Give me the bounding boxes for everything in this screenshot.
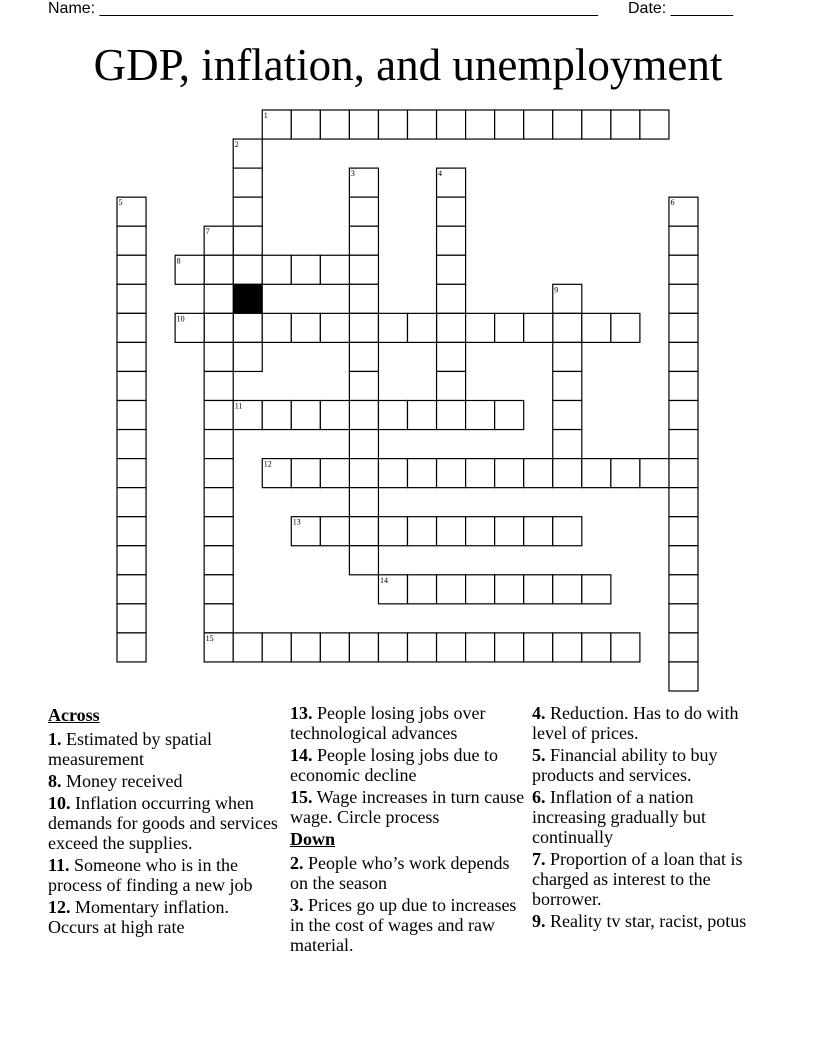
- clue-6: [532, 787, 768, 847]
- clue-number: 13.: [290, 703, 313, 723]
- clue-number: 8.: [48, 771, 62, 791]
- down-clue-list: [290, 853, 526, 955]
- grid-cell[interactable]: [262, 255, 291, 284]
- grid-cell[interactable]: [233, 342, 262, 371]
- grid-cell[interactable]: [349, 197, 378, 226]
- clue-number: 12.: [48, 897, 71, 917]
- grid-cell[interactable]: [378, 459, 407, 488]
- grid-cell[interactable]: [466, 110, 495, 139]
- grid-cell[interactable]: [349, 633, 378, 662]
- clue-number: 3.: [290, 895, 304, 915]
- clue-8: [48, 771, 284, 791]
- grid-cell[interactable]: [495, 110, 524, 139]
- grid-cell[interactable]: [553, 110, 582, 139]
- grid-cell[interactable]: [669, 546, 698, 575]
- grid-cell[interactable]: [291, 459, 320, 488]
- grid-cell[interactable]: [117, 546, 146, 575]
- grid-cell[interactable]: [669, 604, 698, 633]
- grid-cell[interactable]: [117, 226, 146, 255]
- grid-cell[interactable]: [320, 255, 349, 284]
- grid-cell[interactable]: [669, 401, 698, 430]
- grid-cell[interactable]: [117, 255, 146, 284]
- grid-cell[interactable]: [233, 255, 262, 284]
- grid-cell[interactable]: [640, 459, 669, 488]
- grid-cell[interactable]: [437, 401, 466, 430]
- grid-cell[interactable]: [495, 575, 524, 604]
- clue-4: [532, 703, 768, 743]
- date-field-label: Date: _______: [628, 0, 733, 17]
- grid-cell[interactable]: [291, 255, 320, 284]
- grid-cell[interactable]: [582, 313, 611, 342]
- grid-cell[interactable]: [524, 110, 553, 139]
- grid-cell[interactable]: [408, 401, 437, 430]
- grid-cell[interactable]: [669, 226, 698, 255]
- grid-cell[interactable]: [117, 430, 146, 459]
- grid-cell[interactable]: [437, 633, 466, 662]
- grid-cell[interactable]: [204, 575, 233, 604]
- grid-cell[interactable]: [437, 342, 466, 371]
- clue-9: [532, 911, 768, 931]
- clue-text: Money received: [61, 771, 183, 791]
- cell-number: 14: [379, 575, 388, 585]
- clue-14: [290, 745, 526, 785]
- grid-cell[interactable]: [117, 401, 146, 430]
- grid-cell[interactable]: [378, 313, 407, 342]
- grid-cell[interactable]: [437, 371, 466, 400]
- grid-cell[interactable]: [204, 371, 233, 400]
- grid-cell[interactable]: [117, 604, 146, 633]
- grid-cell[interactable]: [233, 313, 262, 342]
- clue-text: Momentary inflation. Occurs at high rate: [48, 897, 229, 937]
- grid-cell[interactable]: [349, 313, 378, 342]
- grid-cell-black: [233, 284, 262, 313]
- grid-cell[interactable]: [437, 313, 466, 342]
- name-field-label: Name: ________________________________________________________: [48, 0, 598, 17]
- grid-cell[interactable]: [117, 633, 146, 662]
- grid-cell[interactable]: [262, 313, 291, 342]
- grid-cell[interactable]: [117, 284, 146, 313]
- grid-cell[interactable]: [611, 633, 640, 662]
- grid-cell[interactable]: [495, 517, 524, 546]
- grid-cell[interactable]: [553, 633, 582, 662]
- across-clue-list: [48, 729, 284, 937]
- grid-cell[interactable]: [437, 284, 466, 313]
- grid-cell[interactable]: [553, 459, 582, 488]
- grid-cell[interactable]: [669, 459, 698, 488]
- cell-number: 6: [670, 198, 675, 208]
- grid-cell[interactable]: [233, 633, 262, 662]
- grid-cell[interactable]: [495, 633, 524, 662]
- clue-text: People who’s work depends on the season: [290, 853, 510, 893]
- grid-cell[interactable]: [582, 459, 611, 488]
- grid-cell[interactable]: [291, 313, 320, 342]
- grid-cell[interactable]: [669, 342, 698, 371]
- clue-text: Reduction. Has to do with level of prices.: [532, 703, 739, 743]
- grid-cell[interactable]: [204, 604, 233, 633]
- clue-text: Prices go up due to increases in the cost of wages and raw material.: [290, 895, 517, 955]
- grid-cell[interactable]: [204, 401, 233, 430]
- grid-cell[interactable]: [378, 110, 407, 139]
- grid-cell[interactable]: [669, 575, 698, 604]
- across-clue-list-continued: [290, 703, 526, 827]
- clue-number: 5.: [532, 745, 546, 765]
- grid-cell[interactable]: [349, 110, 378, 139]
- grid-cell[interactable]: [582, 575, 611, 604]
- grid-cell[interactable]: [669, 430, 698, 459]
- grid-cell[interactable]: [204, 517, 233, 546]
- grid-cell[interactable]: [117, 313, 146, 342]
- grid-cell[interactable]: [117, 575, 146, 604]
- grid-cell[interactable]: [553, 342, 582, 371]
- clue-number: 2.: [290, 853, 304, 873]
- cell-number: 5: [118, 198, 123, 208]
- grid-cell[interactable]: [204, 284, 233, 313]
- grid-cell[interactable]: [669, 662, 698, 691]
- grid-cell[interactable]: [349, 546, 378, 575]
- grid-cell[interactable]: [204, 255, 233, 284]
- clue-number: 10.: [48, 793, 71, 813]
- grid-cell[interactable]: [204, 459, 233, 488]
- grid-cell[interactable]: [408, 313, 437, 342]
- cell-number: 2: [234, 140, 239, 150]
- grid-cell[interactable]: [669, 517, 698, 546]
- clue-3: [290, 895, 526, 955]
- clue-number: 14.: [290, 745, 313, 765]
- clue-text: Financial ability to buy products and services.: [532, 745, 718, 785]
- grid-cell[interactable]: [437, 110, 466, 139]
- clue-number: 9.: [532, 911, 546, 931]
- grid-cell[interactable]: [117, 371, 146, 400]
- grid-cell[interactable]: [204, 430, 233, 459]
- grid-cell[interactable]: [291, 110, 320, 139]
- clue-11: [48, 855, 284, 895]
- clue-text: Proportion of a loan that is charged as interest to the borrower.: [532, 849, 743, 909]
- grid-cell[interactable]: [553, 430, 582, 459]
- clue-number: 11.: [48, 855, 70, 875]
- grid-cell[interactable]: [291, 401, 320, 430]
- grid-cell[interactable]: [466, 517, 495, 546]
- grid-cell[interactable]: [320, 633, 349, 662]
- grid-cell[interactable]: [349, 459, 378, 488]
- clue-12: [48, 897, 284, 937]
- grid-cell[interactable]: [233, 197, 262, 226]
- clue-number: 6.: [532, 787, 546, 807]
- grid-cell[interactable]: [408, 517, 437, 546]
- grid-cell[interactable]: [466, 633, 495, 662]
- grid-cell[interactable]: [349, 430, 378, 459]
- grid-cell[interactable]: [669, 255, 698, 284]
- clue-text: Estimated by spatial measurement: [48, 729, 212, 769]
- across-heading: Across: [48, 705, 100, 725]
- clue-1: [48, 729, 284, 769]
- clue-15: [290, 787, 526, 827]
- cell-number: 10: [176, 314, 185, 324]
- grid-cell[interactable]: [204, 546, 233, 575]
- cell-number: 12: [263, 459, 272, 469]
- clue-number: 7.: [532, 849, 546, 869]
- clues-column-2: [290, 703, 526, 957]
- grid-cell[interactable]: [378, 401, 407, 430]
- clues-column-3: [532, 703, 768, 933]
- clue-13: [290, 703, 526, 743]
- grid-cell[interactable]: [466, 459, 495, 488]
- grid-cell[interactable]: [408, 633, 437, 662]
- clue-text: Someone who is in the process of finding a new job: [48, 855, 253, 895]
- grid-cell[interactable]: [524, 575, 553, 604]
- clue-text: People losing jobs over technological advances: [290, 703, 486, 743]
- clue-5: [532, 745, 768, 785]
- grid-cell[interactable]: [640, 110, 669, 139]
- grid-cell[interactable]: [408, 575, 437, 604]
- grid-cell[interactable]: [349, 371, 378, 400]
- grid-cell[interactable]: [349, 342, 378, 371]
- grid-cell[interactable]: [349, 255, 378, 284]
- grid-cell[interactable]: [320, 110, 349, 139]
- grid-cell[interactable]: [349, 284, 378, 313]
- grid-cell[interactable]: [611, 313, 640, 342]
- grid-cell[interactable]: [320, 517, 349, 546]
- grid-cell[interactable]: [553, 517, 582, 546]
- clue-text: Wage increases in turn cause wage. Circle process: [290, 787, 525, 827]
- grid-cell[interactable]: [204, 313, 233, 342]
- clues-column-1: [48, 703, 284, 939]
- grid-cell[interactable]: [262, 401, 291, 430]
- grid-cell[interactable]: [349, 488, 378, 517]
- grid-cell[interactable]: [233, 226, 262, 255]
- grid-cell[interactable]: [349, 517, 378, 546]
- grid-cell[interactable]: [669, 284, 698, 313]
- grid-cell[interactable]: [117, 342, 146, 371]
- grid-cell[interactable]: [466, 313, 495, 342]
- grid-cell[interactable]: [117, 459, 146, 488]
- grid-cell[interactable]: [495, 401, 524, 430]
- grid-cell[interactable]: [466, 401, 495, 430]
- grid-cell[interactable]: [466, 575, 495, 604]
- cell-number: 9: [554, 285, 559, 295]
- clue-text: People losing jobs due to economic decline: [290, 745, 498, 785]
- grid-cell[interactable]: [437, 197, 466, 226]
- clue-number: 4.: [532, 703, 546, 723]
- grid-cell[interactable]: [320, 401, 349, 430]
- grid-cell[interactable]: [378, 517, 407, 546]
- grid-cell[interactable]: [669, 313, 698, 342]
- cell-number: 8: [176, 256, 181, 266]
- grid-cell[interactable]: [582, 110, 611, 139]
- grid-cell[interactable]: [524, 459, 553, 488]
- grid-cell[interactable]: [204, 342, 233, 371]
- grid-cell[interactable]: [669, 488, 698, 517]
- grid-cell[interactable]: [495, 459, 524, 488]
- clue-text: Inflation occurring when demands for goods and services exceed the supplies.: [48, 793, 278, 853]
- cell-number: 1: [263, 111, 268, 120]
- page-title: GDP, inflation, and unemployment: [93, 40, 723, 90]
- grid-cell[interactable]: [291, 633, 320, 662]
- grid-cell[interactable]: [378, 633, 407, 662]
- grid-cell[interactable]: [408, 459, 437, 488]
- grid-cell[interactable]: [349, 401, 378, 430]
- grid-cell[interactable]: [117, 488, 146, 517]
- clue-number: 15.: [290, 787, 313, 807]
- grid-cell[interactable]: [611, 110, 640, 139]
- grid-cell[interactable]: [437, 517, 466, 546]
- cell-number: 7: [205, 227, 210, 237]
- clue-2: [290, 853, 526, 893]
- grid-cell[interactable]: [320, 313, 349, 342]
- grid-cell[interactable]: [582, 633, 611, 662]
- grid-cell[interactable]: [669, 371, 698, 400]
- clue-number: 1.: [48, 729, 62, 749]
- grid-cell[interactable]: [437, 226, 466, 255]
- grid-cell[interactable]: [553, 575, 582, 604]
- grid-cell[interactable]: [553, 371, 582, 400]
- clue-10: [48, 793, 284, 853]
- grid-cell[interactable]: [495, 313, 524, 342]
- grid-cell[interactable]: [437, 255, 466, 284]
- grid-cell[interactable]: [233, 168, 262, 197]
- grid-cell[interactable]: [408, 110, 437, 139]
- grid-cell[interactable]: [262, 633, 291, 662]
- grid-cell[interactable]: [524, 517, 553, 546]
- down-clue-list-continued: [532, 703, 768, 931]
- grid-cell[interactable]: [349, 226, 378, 255]
- clue-7: [532, 849, 768, 909]
- grid-cell[interactable]: [117, 517, 146, 546]
- cell-number: 3: [350, 169, 355, 179]
- grid-cell[interactable]: [320, 459, 349, 488]
- grid-cell[interactable]: [553, 313, 582, 342]
- clue-text: Reality tv star, racist, potus: [545, 911, 747, 931]
- grid-cell[interactable]: [437, 575, 466, 604]
- grid-cell[interactable]: [611, 459, 640, 488]
- grid-cell[interactable]: [437, 459, 466, 488]
- grid-cell[interactable]: [204, 488, 233, 517]
- down-heading: Down: [290, 829, 336, 849]
- cell-number: 11: [234, 401, 243, 411]
- grid-cell[interactable]: [524, 633, 553, 662]
- grid-cell[interactable]: [553, 401, 582, 430]
- cell-number: 15: [205, 633, 214, 643]
- cell-number: 4: [438, 169, 443, 179]
- cell-number: 13: [292, 517, 301, 527]
- grid-cell[interactable]: [524, 313, 553, 342]
- grid-cell[interactable]: [669, 633, 698, 662]
- clue-text: Inflation of a nation increasing gradually but continually: [532, 787, 706, 847]
